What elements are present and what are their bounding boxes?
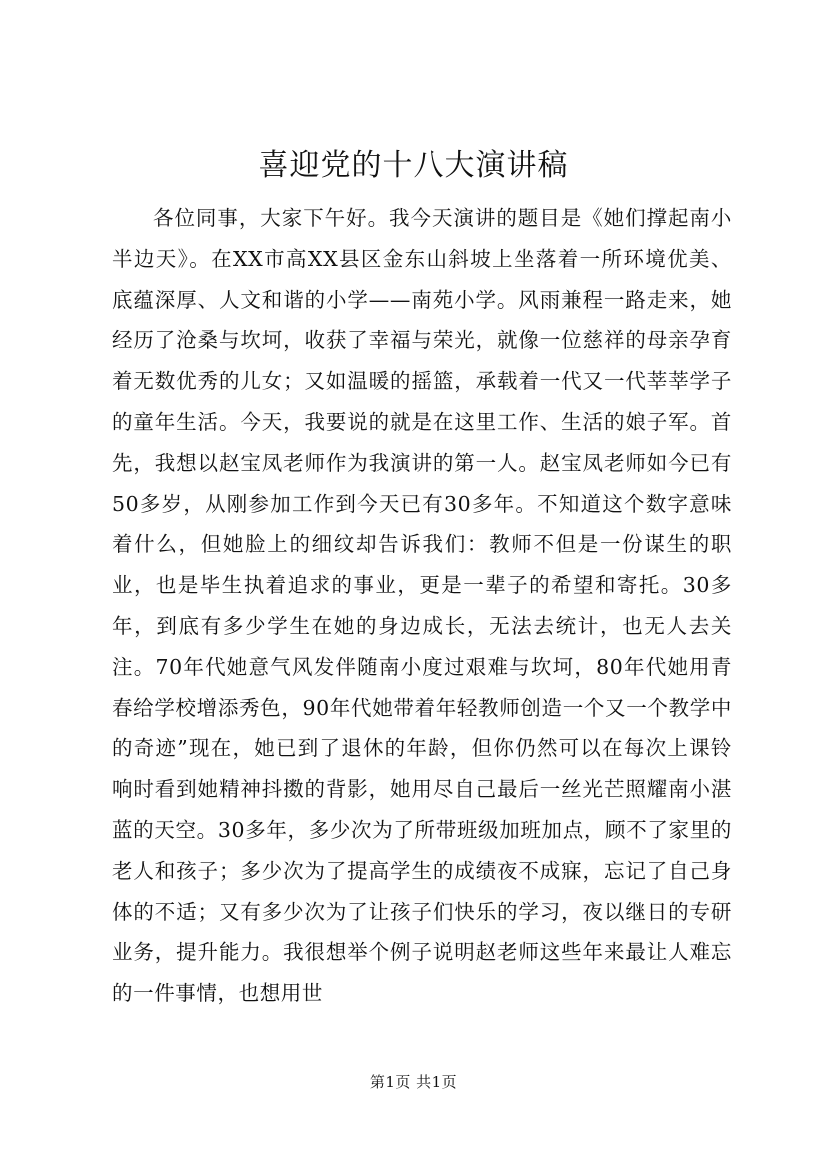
document-title: 喜迎党的十八大演讲稿 bbox=[258, 148, 569, 183]
page-footer: 第1页 共1页 bbox=[369, 1073, 458, 1091]
document-body bbox=[112, 198, 732, 1014]
body-paragraph: 各位同事，大家下午好。我今天演讲的题目是《她们撑起南小半边天》。在XX市高XX县区金东山斜坡上坐落着一所环境优美、底蕴深厚、人文和谐的小学——南苑小学。风雨兼程一路走来，她经历了沧桑与坎坷，收获了幸福与荣光，就像一位慈祥的母亲孕育着无数优秀的儿女；又如温暖的摇篮，承载着一代又一代莘莘学子的童年生活。今天，我要说的就是在这里工作、生活的娘子军。首先，我想以赵宝凤老师作为我演讲的第一人。赵宝凤老师如今已有50多岁，从刚参加工作到今天已有30多年。不知道这个数字意味着什么，但她脸上的细纹却告诉我们：教师不但是一份谋生的职业，也是毕生执着追求的事业，更是一辈子的希望和寄托。30多年，到底有多少学生在她的身边成长，无法去统计，也无人去关注。70年代她意气风发伴随南小度过艰难与坎坷，80年代她用青春给学校增添秀色，90年代她带着年轻教师创造一个又一个教学中的奇迹”现在，她已到了退休的年龄，但你仍然可以在每次上课铃响时看到她精神抖擞的背影，她用尽自己最后一丝光芒照耀南小湛蓝的天空。30多年，多少次为了所带班级加班加点，顾不了家里的老人和孩子；多少次为了提高学生的成绩夜不成寐，忘记了自己身体的不适；又有多少次为了让孩子们快乐的学习，夜以继日的专研业务，提升能力。我很想举个例子说明赵老师这些年来最让人难忘的一件事情，也想用世 bbox=[112, 206, 732, 1006]
